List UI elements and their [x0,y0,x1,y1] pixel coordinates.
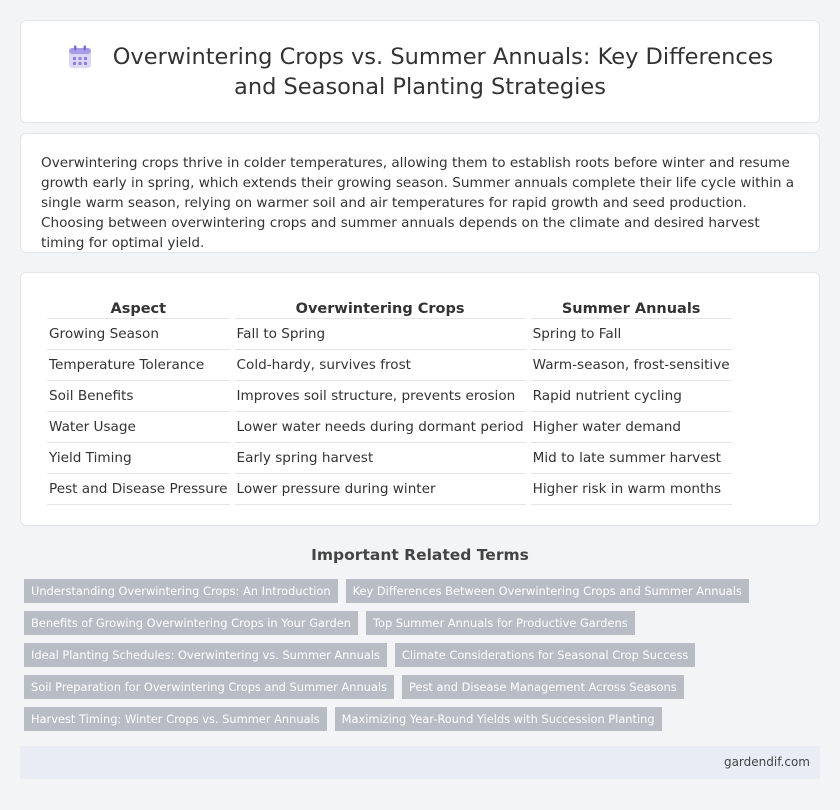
table-row [47,412,732,443]
related-terms-list [24,579,824,739]
table-cell: Early spring harvest [235,443,526,474]
footer-site: gardendif.com [723,755,810,769]
column-header-summer: Summer Annuals [531,297,732,319]
related-term-link[interactable]: Understanding Overwintering Crops: An Introduction [24,579,338,603]
table-cell: Improves soil structure, prevents erosion [235,381,526,412]
related-term-link[interactable]: Harvest Timing: Winter Crops vs. Summer Annuals [24,707,327,731]
table-row [47,381,732,412]
related-term-link[interactable]: Soil Preparation for Overwintering Crops and Summer Annuals [24,675,394,699]
intro-paragraph: Overwintering crops thrive in colder temperatures, allowing them to establish roots before winter and resume growth early in spring, which extends their growing season. Summer annuals complete their life cycle within a single warm season, relying on warmer soil and air temperatures for rapid growth and seed production. Choosing between overwintering crops and summer annuals depends on the climate and desired harvest timing for optimal yield. [41,155,795,251]
page-title: Overwintering Crops vs. Summer Annuals: Key Differences and Seasonal Planting Strategies [112,44,774,100]
table-cell: Warm-season, frost-sensitive [531,350,732,381]
tag-row [24,611,824,635]
column-header-overwintering: Overwintering Crops [235,297,526,319]
table-cell: Mid to late summer harvest [531,443,732,474]
table-cell: Fall to Spring [235,319,526,350]
table-cell: Yield Timing [47,443,230,474]
related-term-link[interactable]: Climate Considerations for Seasonal Crop Success [395,643,695,667]
table-row [47,350,732,381]
table-header-row [47,297,732,319]
column-header-aspect: Aspect [47,297,230,319]
table-cell: Spring to Fall [531,319,732,350]
table-cell: Cold-hardy, survives frost [235,350,526,381]
table-cell: Soil Benefits [47,381,230,412]
table-cell: Higher water demand [531,412,732,443]
related-term-link[interactable]: Maximizing Year-Round Yields with Succession Planting [335,707,662,731]
related-term-link[interactable]: Pest and Disease Management Across Seasons [402,675,684,699]
table-cell: Water Usage [47,412,230,443]
footer [20,746,820,779]
tag-row [24,675,824,699]
tag-row [24,707,824,731]
calendar-icon [67,44,93,70]
comparison-table [42,297,737,505]
related-term-link[interactable]: Benefits of Growing Overwintering Crops in Your Garden [24,611,358,635]
table-cell: Lower water needs during dormant period [235,412,526,443]
related-term-link[interactable]: Ideal Planting Schedules: Overwintering vs. Summer Annuals [24,643,387,667]
table-cell: Lower pressure during winter [235,474,526,505]
table-row [47,474,732,505]
tag-row [24,579,824,603]
table-row [47,443,732,474]
header-card [20,20,820,123]
table-cell: Growing Season [47,319,230,350]
table-row [47,319,732,350]
title-wrap [61,43,779,102]
tag-row [24,643,824,667]
table-cell: Pest and Disease Pressure [47,474,230,505]
table-cell: Rapid nutrient cycling [531,381,732,412]
table-cell: Temperature Tolerance [47,350,230,381]
related-term-link[interactable]: Top Summer Annuals for Productive Gardens [366,611,635,635]
related-terms-title: Important Related Terms [311,546,529,564]
comparison-card [20,272,820,526]
related-term-link[interactable]: Key Differences Between Overwintering Crops and Summer Annuals [346,579,749,603]
table-cell: Higher risk in warm months [531,474,732,505]
intro-card [20,133,820,253]
